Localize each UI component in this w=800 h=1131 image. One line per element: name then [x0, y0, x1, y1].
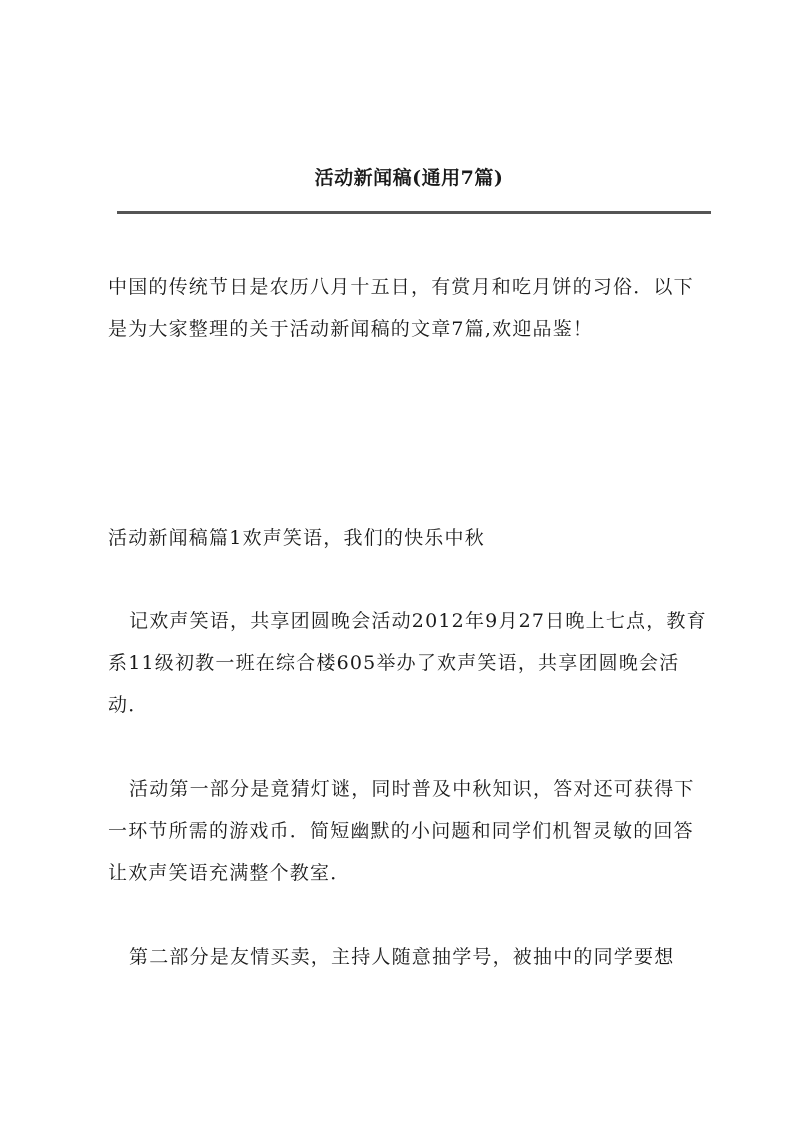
intro-paragraph: 中国的传统节日是农历八月十五日，有赏月和吃月饼的习俗．以下是为大家整理的关于活动新闻稿的文章7篇,欢迎品鉴！	[108, 276, 694, 340]
body-paragraph-1: 记欢声笑语，共享团圆晚会活动2012年9月27日晚上七点，教育系11级初教一班在综合楼605举办了欢声笑语，共享团圆晚会活动．	[108, 610, 707, 716]
document-title: 活动新闻稿(通用7篇)	[314, 167, 504, 189]
section-heading: 活动新闻稿篇1欢声笑语，我们的快乐中秋	[108, 527, 485, 549]
body-paragraph-2: 活动第一部分是竟猜灯谜，同时普及中秋知识，答对还可获得下一环节所需的游戏币．简短幽默的小问题和同学们机智灵敏的回答让欢声笑语充满整个教室．	[108, 778, 695, 884]
title-divider	[117, 211, 711, 214]
body-paragraph-3: 第二部分是友情买卖，主持人随意抽学号，被抽中的同学要想	[129, 946, 675, 968]
